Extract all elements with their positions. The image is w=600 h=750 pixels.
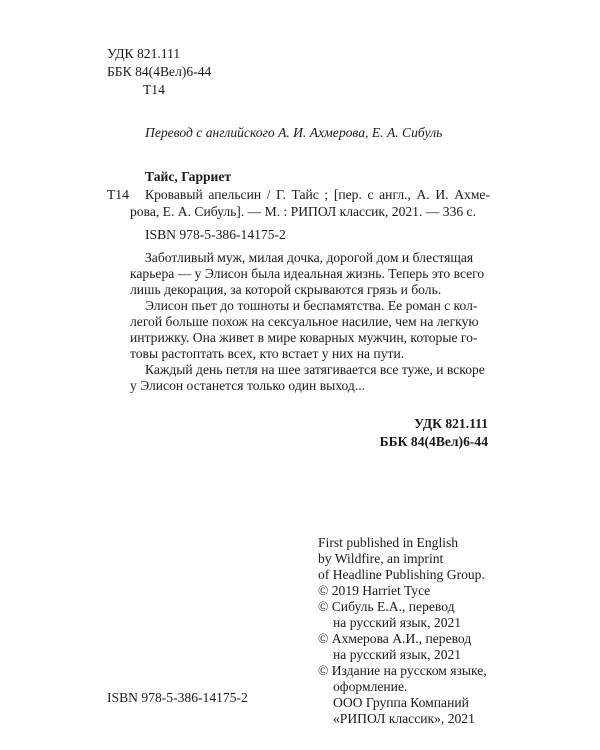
copyright-line: оформление. xyxy=(333,679,408,694)
classification-udk: УДК 821.111 xyxy=(414,416,488,431)
annotation-line: легой больше похож на сексуальное насилие, чем на легкую xyxy=(130,314,479,329)
catalog-mark: Т14 xyxy=(107,187,129,202)
copyright-line: by Wildfire, an imprint xyxy=(318,551,444,566)
copyright-line: ООО Группа Компаний xyxy=(333,695,469,710)
udk-code: УДК 821.111 xyxy=(107,46,181,61)
annotation-line: у Элисон останется только один выход... xyxy=(130,378,366,393)
annotation-line: лишь декорация, за которой скрываются грязь и боль. xyxy=(130,282,442,297)
copyright-line: на русский язык, 2021 xyxy=(333,615,462,630)
annotation-line: Заботливый муж, милая дочка, дорогой дом и блестящая xyxy=(145,250,474,265)
annotation-line: карьера — у Элисон была идеальная жизнь. Теперь это всего xyxy=(130,266,485,281)
annotation-line: товы растоптать всех, кто встает у них на пути. xyxy=(130,346,405,361)
copyright-line: © Ахмерова А.И., перевод xyxy=(318,631,472,646)
catalog-description-line: Кровавый апельсин / Г. Тайс ; [пер. с англ., А. И. Ахме- xyxy=(145,187,490,202)
copyright-line: of Headline Publishing Group. xyxy=(318,567,485,582)
annotation-line: Каждый день петля на шее затягивается все туже, и вскоре xyxy=(145,362,485,377)
copyright-line: © 2019 Harriet Tyce xyxy=(318,583,431,598)
copyright-line: © Издание на русском языке, xyxy=(318,663,487,678)
catalog-isbn: ISBN 978-5-386-14175-2 xyxy=(145,227,286,242)
copyright-line: First published in English xyxy=(318,535,459,550)
copyright-line: «РИПОЛ классик», 2021 xyxy=(333,711,475,726)
annotation-line: Элисон пьет до тошноты и беспамятства. Ее роман с кол- xyxy=(145,298,478,313)
copyright-line: © Сибуль Е.А., перевод xyxy=(318,599,455,614)
footer-isbn: ISBN 978-5-386-14175-2 xyxy=(107,690,248,705)
translators-line: Перевод с английского А. И. Ахмерова, Е. А. Сибуль xyxy=(145,125,443,140)
copyright-line: на русский язык, 2021 xyxy=(333,647,462,662)
classification-bbk: ББК 84(4Вел)6-44 xyxy=(379,434,488,449)
catalog-description-line: рова, Е. А. Сибуль]. — М. : РИПОЛ классик, 2021. — 336 с. xyxy=(130,204,476,219)
catalog-author: Тайс, Гарриет xyxy=(145,169,232,184)
author-mark: Т14 xyxy=(143,82,165,97)
annotation-line: интрижку. Она живет в мире коварных мужчин, которые го- xyxy=(130,330,478,345)
bbk-code: ББК 84(4Вел)6-44 xyxy=(107,64,212,79)
